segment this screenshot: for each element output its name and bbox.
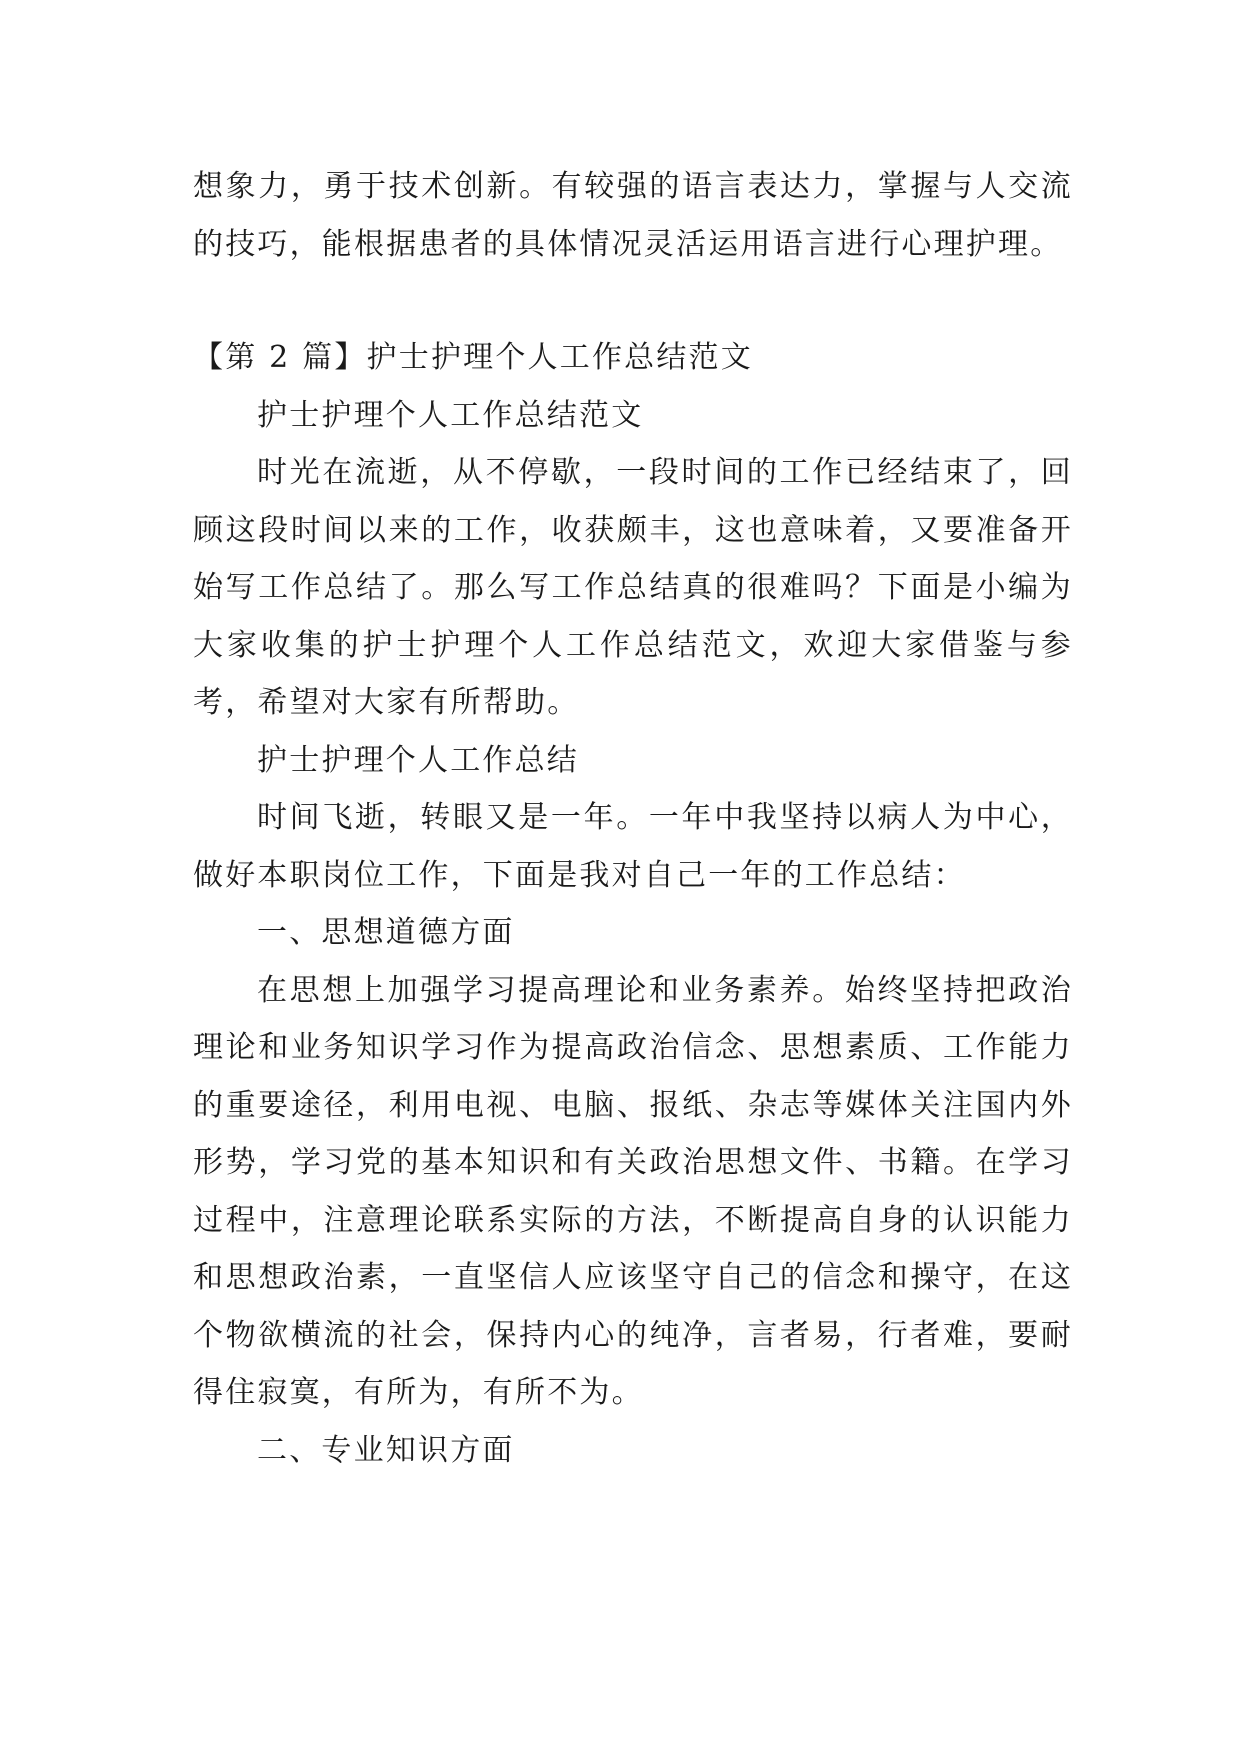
document-body xyxy=(193,158,1073,1479)
heading-professional: 二、专业知识方面 xyxy=(257,1432,515,1468)
article-title: 护士护理个人工作总结范文 xyxy=(257,397,644,433)
heading-ideology: 一、思想道德方面 xyxy=(257,915,515,950)
intro-paragraph: 时光在流逝，从不停歇，一段时间的工作已经结束了，回顾这段时间以来的工作，收获颇丰，这也意味着，又要准备开始写工作总结了。那么写工作总结真的很难吗？下面是小编为大家收集的护士护理个人工作总结范文，欢迎大家借鉴与参考，希望对大家有所帮助。 xyxy=(193,455,1073,720)
ideology-paragraph: 在思想上加强学习提高理论和业务素养。始终坚持把政治理论和业务知识学习作为提高政治信念、思想素质、工作能力的重要途径，利用电视、电脑、报纸、杂志等媒体关注国内外形势，学习党的基本知识和有关政治思想文件、书籍。在学习过程中，注意理论联系实际的方法，不断提高自身的认识能力和思想政治素，一直坚信人应该坚守自己的信念和操守，在这个物欲横流的社会，保持内心的纯净，言者易，行者难，要耐得住寂寞，有所为，有所不为。 xyxy=(193,972,1073,1410)
continuation-paragraph: 想象力，勇于技术创新。有较强的语言表达力，掌握与人交流的技巧，能根据患者的具体情况灵活运用语言进行心理护理。 xyxy=(193,169,1073,262)
section-title: 【第 2 篇】护士护理个人工作总结范文 xyxy=(193,340,753,375)
opening-paragraph: 时间飞逝，转眼又是一年。一年中我坚持以病人为中心，做好本职岗位工作，下面是我对自己一年的工作总结： xyxy=(193,800,1073,893)
summary-heading: 护士护理个人工作总结 xyxy=(257,742,579,778)
